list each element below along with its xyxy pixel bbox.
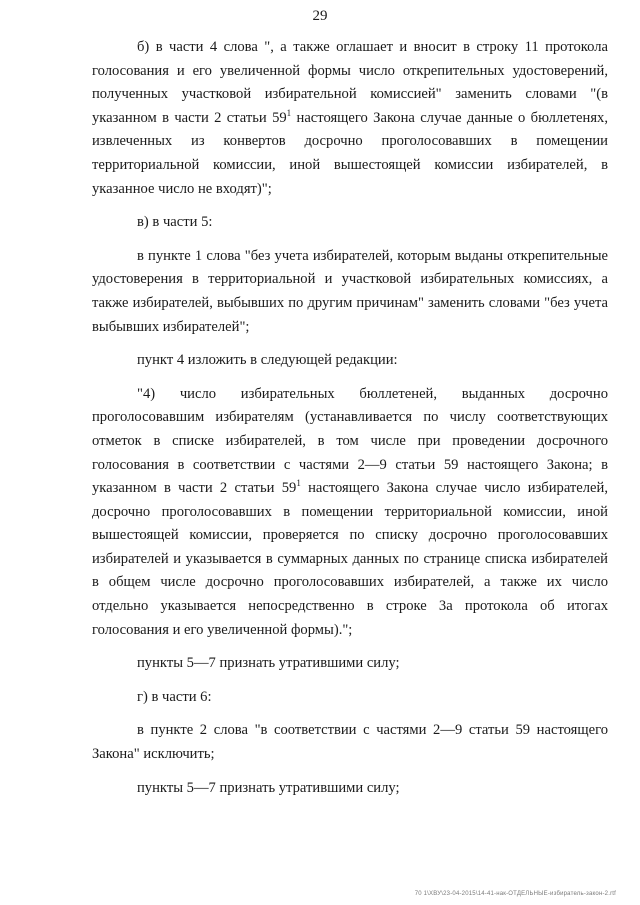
- paragraph-point-4: пункт 4 изложить в следующей редакции:: [137, 352, 398, 369]
- superscript: 1: [286, 107, 292, 118]
- paragraph-text: настоящего Закона случае данные о бюллетенях, извлеченных из конвертов досрочно проголосовавших в помещении территориальной комиссии, иной вышестоящей комиссии избирателей, в указанное число не входят)";: [92, 109, 608, 197]
- paragraph-points-5-7-repeat: пункты 5—7 признать утратившими силу;: [137, 779, 400, 796]
- paragraph-points-5-7: пункты 5—7 признать утратившими силу;: [137, 655, 400, 672]
- paragraph-b: [92, 36, 608, 201]
- paragraph-text: "4) число избирательных бюллетеней, выданных досрочно проголосовавшим избирателям (устанавливается по числу соответствующих отметок в списке избирателей, в том числе при проведении досрочного голосования в соответствии с частями 2—9 статьи 59 настоящего Закона; в указанном в части 2 статьи 59: [92, 385, 608, 497]
- paragraph-g: г) в части 6:: [137, 688, 212, 705]
- document-body: [92, 36, 608, 800]
- page-number: 29: [312, 8, 328, 24]
- paragraph-text: настоящего Закона случае число избирателей, досрочно проголосовавших в помещении территориальной комиссии, иной вышестоящей комиссии, проверяется по списку досрочно проголосовавших избирателей и указывается в суммарных данных по странице списка избирателей в общем числе досрочно проголосовавших избирателей, а также их число отдельно указывается непосредственно в строке 3а протокола об итогах голосования и его увеличенной формы).";: [92, 480, 608, 638]
- paragraph-text: б) в части 4 слова ", а также оглашает и вносит в строку 11 протокола голосования и его увеличенной формы число открепительных удостоверений, полученных участковой избирательной комиссией" заменить словами "(в указанном в части 2 статьи 59: [92, 39, 608, 126]
- paragraph-v: в) в части 5:: [137, 214, 213, 231]
- paragraph-point-2: в пункте 2 слова "в соответствии с частями 2—9 статьи 59 настоящего Закона" исключить;: [92, 722, 608, 763]
- paragraph-point-1: в пункте 1 слова "без учета избирателей, которым выданы открепительные удостоверения в территориальной и участковой избирательных комиссиях, а также избирателей, выбывших по другим причинам" заменить словами "без учета выбывших избирателей";: [92, 247, 608, 335]
- footer-file-code: 70 1\ХВУ\23-04-2015\14-41-нак-ОТДЕЛЬНЫЕ-избиратель-закон-2.rtf: [414, 891, 616, 897]
- paragraph-quote-4: [92, 383, 608, 643]
- superscript: 1: [296, 478, 301, 489]
